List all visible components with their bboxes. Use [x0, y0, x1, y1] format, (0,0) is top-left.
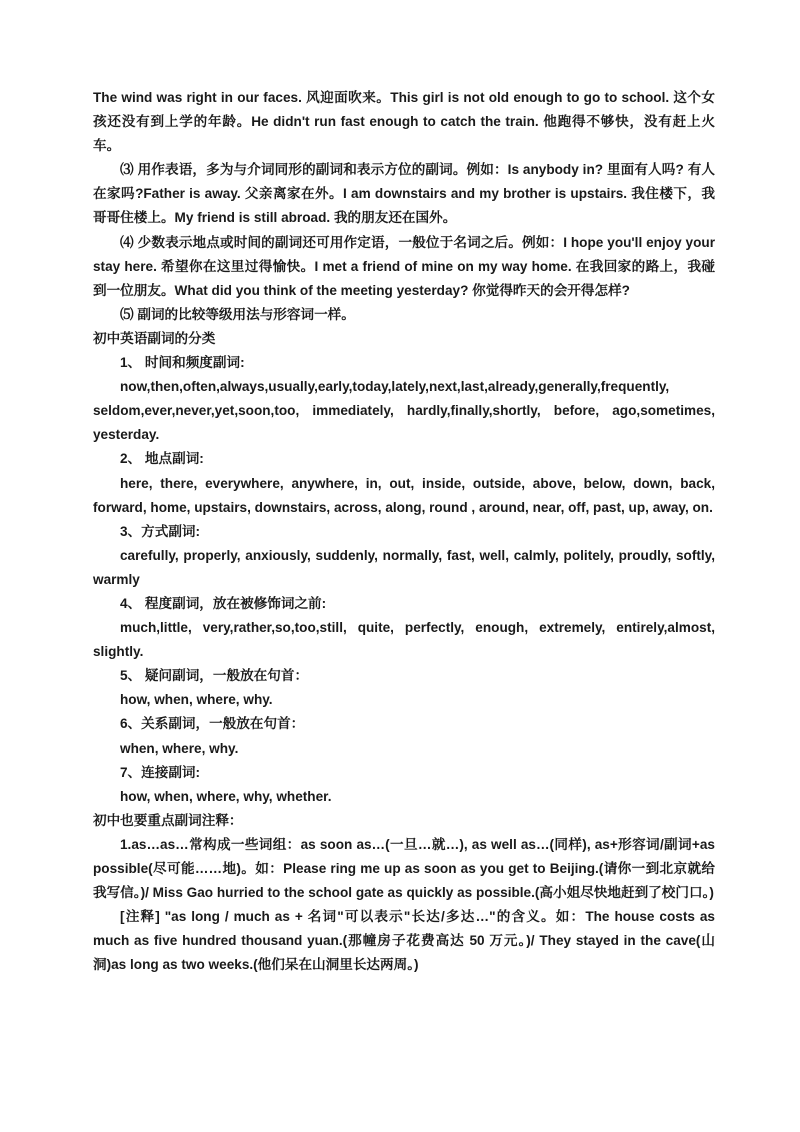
list-time-frequency: now,then,often,always,usually,early,today,lately,next,last,already,generally,frequently, seldom,ever,never,yet,soon,too, immediately, hardly,finally,shortly, before, ago,sometimes, yesterday.	[93, 379, 715, 443]
list-relative: when, where, why.	[120, 740, 239, 756]
heading-degree: 4、 程度副词，放在被修饰词之前:	[120, 595, 327, 611]
list-manner: carefully, properly, anxiously, suddenly, normally, fast, well, calmly, politely, proudly, softly, warmly	[93, 547, 715, 587]
section-title-key-adverbs: 初中也要重点副词注释：	[93, 812, 243, 828]
section-title-adverb-classification: 初中英语副词的分类	[93, 330, 216, 346]
paragraph-attributive-use: ⑷ 少数表示地点或时间的副词还可用作定语，一般位于名词之后。例如：I hope you'll enjoy your stay here. 希望你在这里过得愉快。I met a friend of mine on my way home. 在我回家的路上，我碰到一位朋友。What did you think of the meeting yesterday? 你觉得昨天的会开得怎样?	[93, 234, 715, 298]
heading-place: 2、 地点副词:	[120, 451, 204, 467]
paragraph-predicative-use: ⑶ 用作表语，多为与介词同形的副词和表示方位的副词。例如：Is anybody in? 里面有人吗? 有人在家吗?Father is away. 父亲离家在外。I am downstairs and my brother is upstairs. 我住楼下，我哥哥住楼上。My friend is still abroad. 我的朋友还在国外。	[93, 162, 715, 226]
heading-relative: 6、关系副词，一般放在句首：	[120, 716, 305, 732]
heading-time-frequency: 1、 时间和频度副词:	[120, 355, 245, 371]
paragraph-comparison-note: ⑸ 副词的比较等级用法与形容词一样。	[120, 306, 355, 322]
list-conjunctive: how, when, where, why, whether.	[120, 788, 332, 804]
list-place: here, there, everywhere, anywhere, in, out, inside, outside, above, below, down, back, forward, home, upstairs, downstairs, across, along, round , around, near, off, past, up, away, on.	[93, 475, 715, 515]
paragraph-as-as-phrases: 1.as…as…常构成一些词组：as soon as…(一旦…就…), as well as…(同样), as+形容词/副词+as possible(尽可能……地)。如：Please ring me up as soon as you get to Beijing.(请你一到北京就给我写信。)/ Miss Gao hurried to the school gate as quickly as possible.(高小姐尽快地赶到了校门口。)	[93, 836, 715, 901]
paragraph-as-long-much-note: [注释] "as long / much as + 名词"可以表示"长达/多达…"的含义。如：The house costs as much as five hundred thousand yuan.(那幢房子花费高达 50 万元。)/ They stayed in the cave(山洞)as long as two weeks.(他们呆在山洞里长达两周。)	[93, 909, 715, 973]
paragraph-examples-enough: The wind was right in our faces. 风迎面吹来。This girl is not old enough to go to school. 这个女孩还没有到上学的年龄。He didn't run fast enough to catch the train. 他跑得不够快，没有赶上火车。	[93, 90, 715, 154]
heading-conjunctive: 7、连接副词:	[120, 764, 201, 780]
heading-interrogative: 5、 疑问副词，一般放在句首：	[120, 668, 309, 684]
list-degree: much,little, very,rather,so,too,still, quite, perfectly, enough, extremely, entirely,almost, slightly.	[93, 620, 715, 660]
document-page	[93, 86, 715, 977]
heading-manner: 3、方式副词:	[120, 523, 201, 539]
list-interrogative: how, when, where, why.	[120, 692, 273, 708]
